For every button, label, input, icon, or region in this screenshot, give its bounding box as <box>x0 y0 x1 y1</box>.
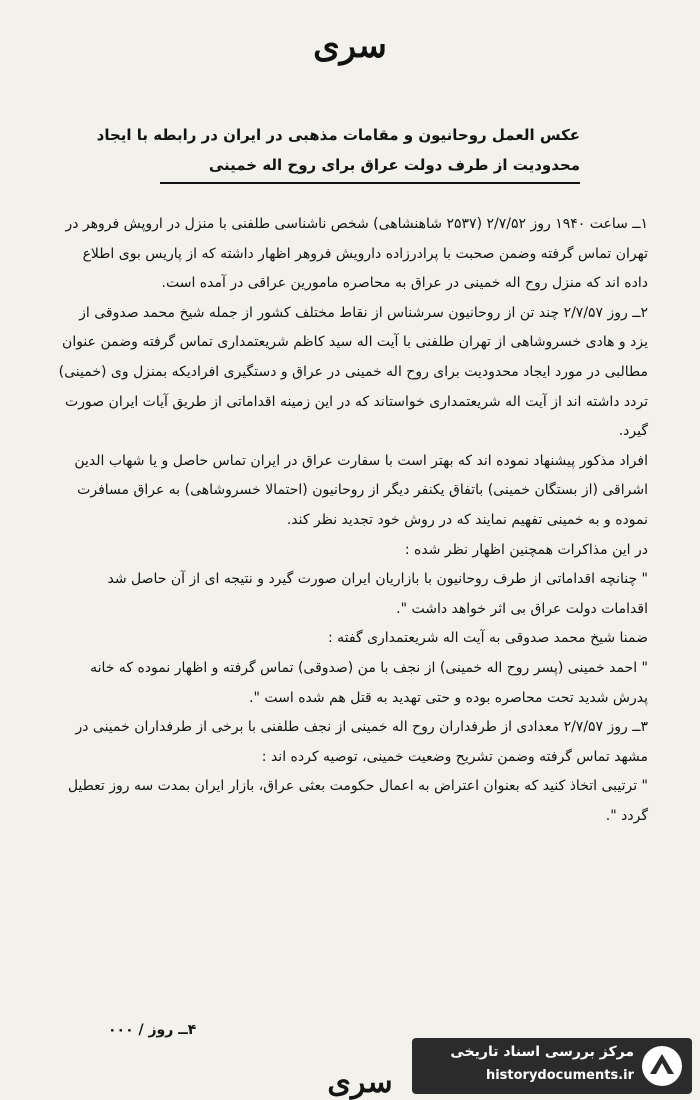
quote-3: " ترتیبی اتخاذ کنید که بعنوان اعتراض به اعمال حکومت بعثی عراق، بازار ایران بمدت سه روز تعطیل گردد ". <box>67 778 648 824</box>
quote-1: " چنانچه اقداماتی از طرف روحانیون با بازاریان ایران صورت گیرد و نتیجه ای از آن حاصل شد اقدامات دولت عراق بی اثر خواهد داشت ". <box>107 571 648 617</box>
footer-reference: ۴ــ روز / ۰۰۰ <box>108 1022 197 1038</box>
paragraph-2: ۲ــ روز ۲/۷/۵۷ چند تن از روحانیون سرشناس از نقاط مختلف کشور از جمله شیخ محمد صدوقی از یزد و هادی خسروشاهی از تهران طلفنی با آیت اله سید کاظم شریعتمداری تماس گرفته وضمن عنوان مطالبی در مورد ایجاد محدودیت برای روح اله خمینی در عراق و دستگیری افرادیکه بمنزل وی (خمینی) تردد داشته اند از آیت اله شریعتمداری خواستاند که در این زمینه اقداماتی از طریق آیات ایران صورت گیرد. <box>58 304 648 440</box>
title-line-1: عکس العمل روحانیون و مقامات مذهبی در ایران در رابطه با ایجاد <box>96 126 580 144</box>
paragraph-4: در این مذاکرات همچنین اظهار نظر شده : <box>404 541 648 558</box>
watermark-persian: مرکز بررسی اسناد تاریخی <box>450 1044 634 1060</box>
document-title <box>96 120 580 184</box>
quote-2: " احمد خمینی (پسر روح اله خمینی) از نجف با من (صدوقی) تماس گرفته و اظهار نموده که خانه پدرش شدید تحت محاصره بوده و حتی تهدید به قتل هم شده است ". <box>90 659 648 706</box>
document-body <box>58 210 648 831</box>
title-line-2: محدودیت از طرف دولت عراق برای روح اله خمینی <box>160 150 580 184</box>
archive-logo-icon <box>640 1044 684 1088</box>
paragraph-1: ۱ــ ساعت ۱۹۴۰ روز ۲/۷/۵۲ (۲۵۳۷ شاهنشاهی) شخص ناشناسی طلفنی با منزل در اروپش فروهر در تهران تماس گرفته وضمن صحبت با پرادرزاده دارویش فروهر اظهار داشته که از پاریس بوی اطلاع داده اند که منزل روح اله خمینی در عراق به محاصره مامورین عراقی در آمده است. <box>65 216 648 292</box>
paragraph-3: افراد مذکور پیشنهاد نموده اند که بهتر است با سفارت عراق در ایران تماس حاصل و یا شهاب الدین اشراقی (از بستگان خمینی) باتفاق یکنفر دیگر از روحانیون (احتمالا خسروشاهی) به عراق مسافرت نموده و به خمینی تفهیم نمایند که در روش خود تجدید نظر کند. <box>74 452 648 528</box>
watermark <box>412 1038 692 1094</box>
paragraph-6: ۳ــ روز ۲/۷/۵۷ معدادی از طرفداران روح اله خمینی از نجف طلفنی با برخی از طرفداران خمینی در مشهد تماس گرفته وضمن تشریح وضعیت خمینی، توصیه کرده اند : <box>75 719 648 765</box>
classification-footer: سری <box>327 1065 393 1100</box>
watermark-url: historydocuments.ir <box>485 1068 634 1083</box>
classification-header: سری <box>313 26 387 66</box>
paragraph-5: ضمنا شیخ محمد صدوقی به آیت اله شریعتمداری گفته : <box>327 630 648 647</box>
